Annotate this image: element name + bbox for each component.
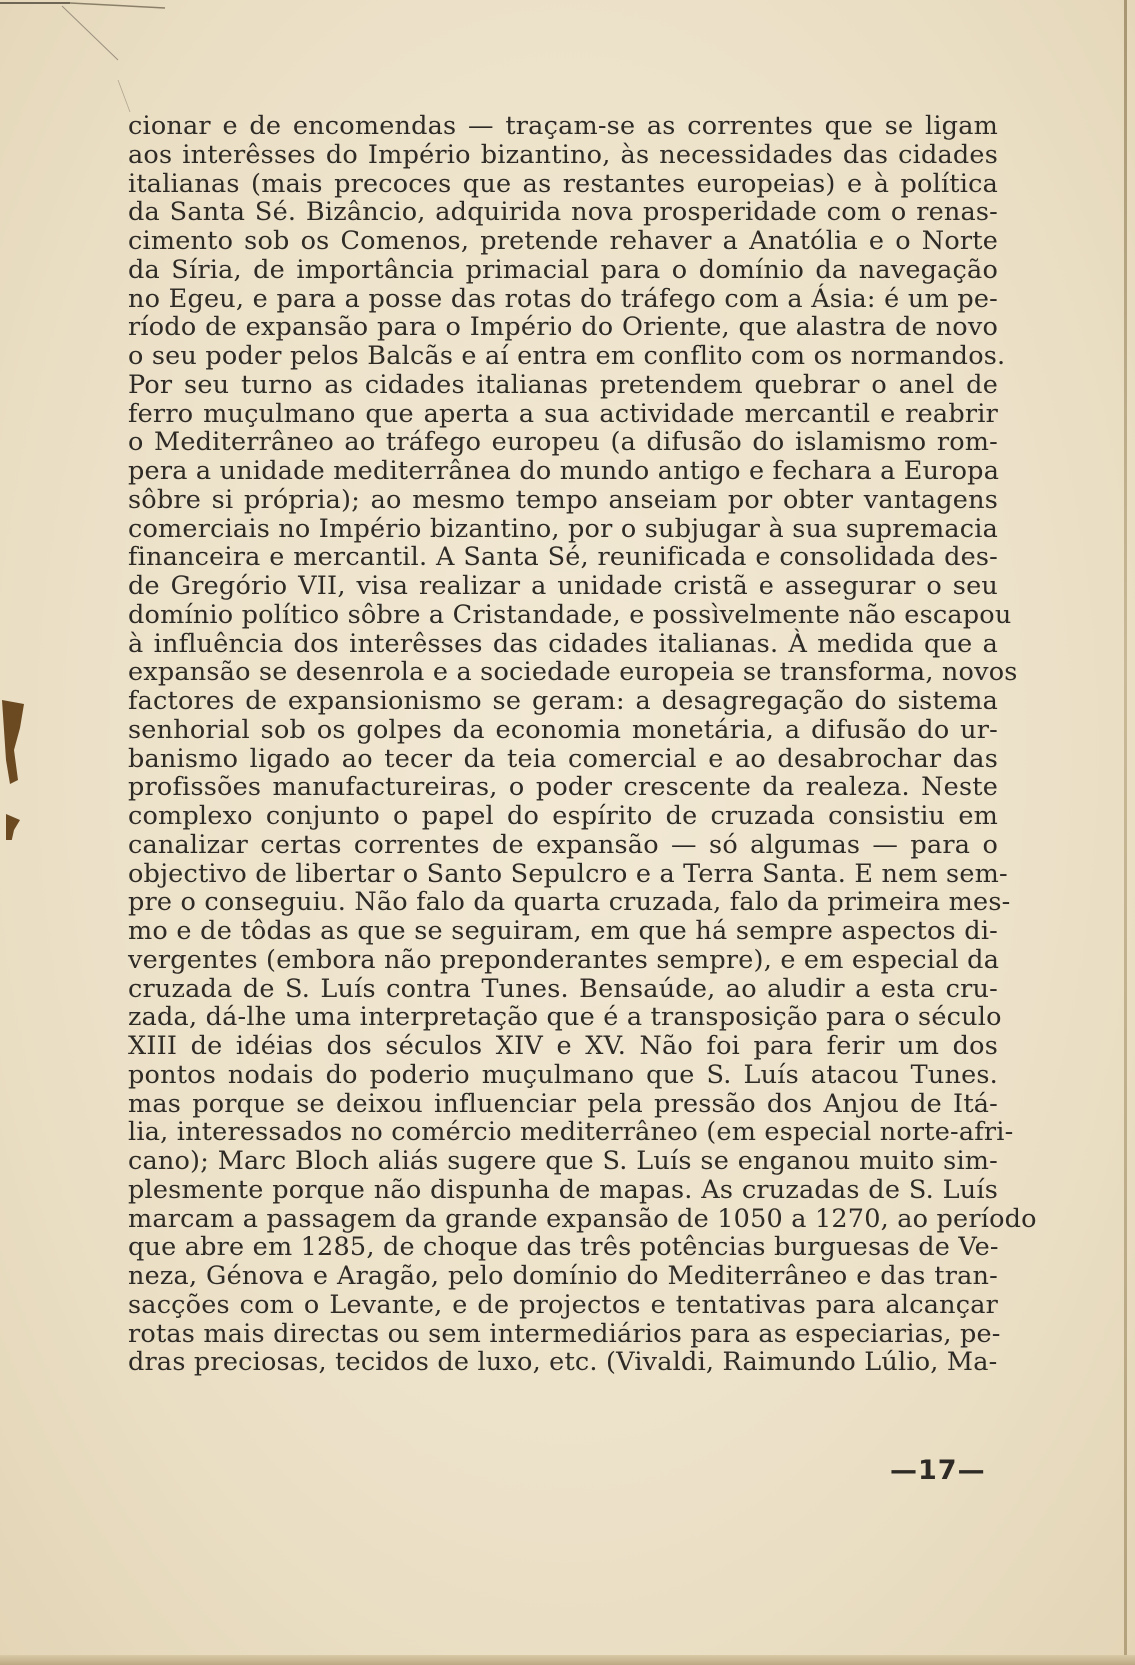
page-edge-bottom — [0, 1655, 1135, 1665]
text-line: factores de expansionismo se geram: a desagregação do sistema — [128, 686, 998, 716]
text-line: pontos nodais do poderio muçulmano que S. Luís atacou Tunes. — [128, 1059, 998, 1090]
text-line: neza, Génova e Aragão, pelo domínio do Mediterrâneo e das tran- — [128, 1261, 998, 1291]
text-line: financeira e mercantil. A Santa Sé, reunificada e consolidada des- — [128, 542, 998, 573]
text-line: mo e de tôdas as que se seguiram, em que há sempre aspectos di- — [128, 916, 998, 946]
page-number: —17— — [890, 1455, 986, 1486]
text-line: que abre em 1285, de choque das três potências burguesas de Ve- — [128, 1232, 999, 1263]
page-edge-right — [1124, 0, 1127, 1665]
text-line: objectivo de libertar o Santo Sepulcro e a Terra Santa. E nem sem- — [128, 858, 1008, 889]
text-line: cimento sob os Comenos, pretende rehaver a Anatólia e o Norte — [128, 226, 998, 256]
text-line: dras preciosas, tecidos de luxo, etc. (Vivaldi, Raimundo Lúlio, Ma- — [128, 1347, 998, 1378]
text-line: aos interêsses do Império bizantino, às necessidades das cidades — [128, 139, 998, 170]
text-line: o Mediterrâneo ao tráfego europeu (a difusão do islamismo rom- — [128, 427, 998, 458]
text-line: lia, interessados no comércio mediterrâneo (em especial norte-afri- — [128, 1117, 1014, 1148]
text-line: ríodo de expansão para o Império do Oriente, que alastra de novo — [128, 312, 998, 343]
body-text — [128, 111, 1037, 1378]
text-line: rotas mais directas ou sem intermediários para as especiarias, pe- — [128, 1318, 1001, 1349]
text-line: no Egeu, e para a posse das rotas do tráfego com a Ásia: é um pe- — [128, 283, 998, 314]
text-line: domínio político sôbre a Cristandade, e possìvelmente não escapou — [128, 599, 1012, 630]
text-line: complexo conjunto o papel do espírito de cruzada consistiu em — [128, 801, 998, 831]
text-line: mas porque se deixou influenciar pela pressão dos Anjou de Itá- — [128, 1088, 998, 1119]
text-line: XIII de idéias dos séculos XIV e XV. Não foi para ferir um dos — [128, 1031, 998, 1061]
text-line: marcam a passagem da grande expansão de 1050 a 1270, ao período — [128, 1203, 1037, 1234]
text-line: plesmente porque não dispunha de mapas. As cruzadas de S. Luís — [128, 1174, 998, 1205]
text-line: vergentes (embora não preponderantes sempre), e em especial da — [128, 944, 1000, 975]
binding-stain-marks — [0, 680, 40, 840]
text-line: à influência dos interêsses das cidades italianas. À medida que a — [128, 628, 998, 659]
text-line: o seu poder pelos Balcãs e aí entra em conflito com os normandos. — [128, 341, 1006, 371]
text-line: zada, dá-lhe uma interpretação que é a transposição para o século — [128, 1002, 1002, 1033]
text-line: Por seu turno as cidades italianas pretendem quebrar o anel de — [128, 369, 998, 400]
text-line: banismo ligado ao tecer da teia comercial e ao desabrochar das — [128, 743, 998, 774]
text-line: cionar e de encomendas — traçam-se as correntes que se ligam — [128, 111, 998, 141]
text-line: cano); Marc Bloch aliás sugere que S. Luís se enganou muito sim- — [128, 1146, 998, 1176]
text-line: canalizar certas correntes de expansão — só algumas — para o — [128, 829, 998, 860]
text-line: cruzada de S. Luís contra Tunes. Bensaúde, ao aludir a esta cru- — [128, 973, 998, 1004]
text-line: comerciais no Império bizantino, por o subjugar à sua supremacia — [128, 513, 998, 544]
text-line: expansão se desenrola e a sociedade europeia se transforma, novos — [128, 657, 1018, 688]
text-line: sacções com o Levante, e de projectos e tentativas para alcançar — [128, 1289, 998, 1320]
text-line: de Gregório VII, visa realizar a unidade cristã e assegurar o seu — [128, 571, 998, 601]
text-line: pera a unidade mediterrânea do mundo antigo e fechara a Europa — [128, 456, 1000, 486]
text-line: profissões manufactureiras, o poder crescente da realeza. Neste — [128, 772, 998, 803]
text-line: da Síria, de importância primacial para o domínio da navegação — [128, 254, 998, 285]
text-line: italianas (mais precoces que as restantes europeias) e à política — [128, 168, 998, 199]
text-line: senhorial sob os golpes da economia monetária, a difusão do ur- — [128, 714, 998, 745]
text-line: sôbre si própria); ao mesmo tempo anseiam por obter vantagens — [128, 484, 998, 515]
text-line: da Santa Sé. Bizâncio, adquirida nova prosperidade com o renas- — [128, 197, 998, 228]
text-line: pre o conseguiu. Não falo da quarta cruzada, falo da primeira mes- — [128, 887, 1011, 918]
text-line: ferro muçulmano que aperta a sua actividade mercantil e reabrir — [128, 398, 998, 429]
